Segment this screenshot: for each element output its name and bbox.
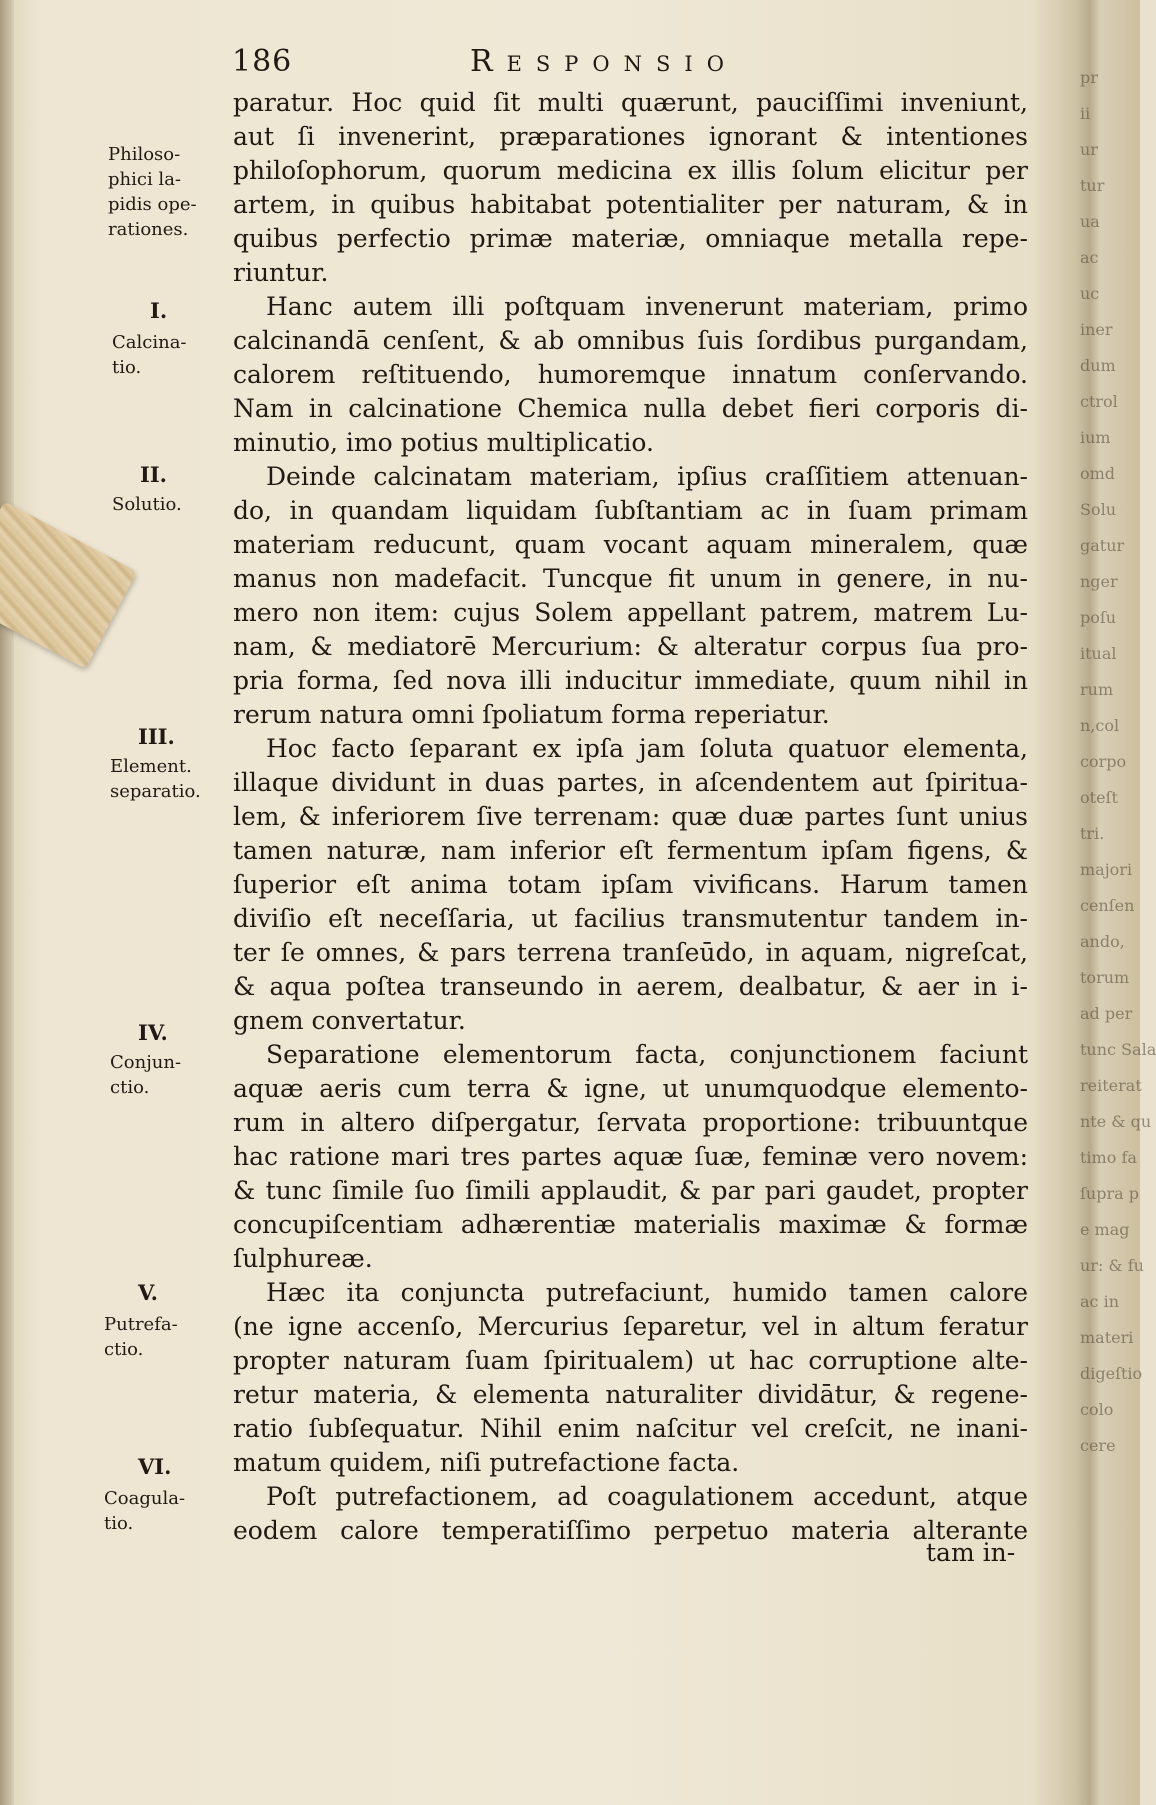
- text-line: lem, & inferiorem ſive terrenam: quæ duæ partes ſunt unius: [233, 802, 1028, 831]
- facing-page-fragment: iner: [1080, 320, 1113, 339]
- text-line: ter ſe omnes, & pars terrena tranſeūdo, in aquam, nigreſcat,: [233, 938, 1028, 967]
- margin-number-2: II.: [140, 462, 167, 487]
- page-number: 186: [232, 44, 293, 79]
- text-line: propter naturam ſuam ſpiritualem) ut hac corruptione alte-: [233, 1346, 1028, 1375]
- text-line: paratur. Hoc quid ſit multi quærunt, pauciſſimi inveniunt,: [233, 88, 1028, 117]
- text-line: philoſophorum, quorum medicina ex illis ſolum elicitur per: [233, 156, 1028, 185]
- facing-page-fragment: materi: [1080, 1328, 1134, 1347]
- text-line: pria forma, ſed nova illi inducitur immediate, quum nihil in: [233, 666, 1028, 695]
- margin-note-operationes: Philoso-phici la-pidis ope-rationes.: [108, 144, 197, 240]
- text-line: Hæc ita conjuncta putrefaciunt, humido tamen calore: [266, 1278, 1028, 1307]
- margin-note-putrefactio: Putrefa-ctio.: [104, 1314, 178, 1360]
- margin-note-conjunctio: Conjun-ctio.: [110, 1052, 182, 1098]
- facing-page-fragment: ſupra p: [1080, 1184, 1139, 1203]
- text-line: rum in altero diſpergatur, ſervata proportione: tribuuntque: [233, 1108, 1028, 1137]
- facing-page-fragment: timo fa: [1080, 1148, 1137, 1167]
- facing-page-fragment: nger: [1080, 572, 1118, 591]
- text-line: gnem convertatur.: [233, 1006, 466, 1035]
- facing-page-fragment: ur: & fu: [1080, 1256, 1144, 1275]
- gutter-shadow: [0, 0, 14, 1805]
- margin-number-5: V.: [138, 1280, 158, 1305]
- margin-note-separatio: Element. separatio.: [110, 756, 201, 802]
- text-line: calorem reſtituendo, humoremque innatum conſervando.: [233, 360, 1028, 389]
- text-line: mero non item: cujus Solem appellant patrem, matrem Lu-: [233, 598, 1028, 627]
- facing-page-fragment: dum: [1080, 356, 1116, 375]
- facing-page-fragment: Solu: [1080, 500, 1117, 519]
- facing-page-fragment: nte & qu: [1080, 1112, 1152, 1131]
- text-line: rerum natura omni ſpoliatum forma reperiatur.: [233, 700, 830, 729]
- facing-page-fragment: torum: [1080, 968, 1130, 987]
- text-line: nam, & mediatorē Mercurium: & alteratur corpus ſua pro-: [233, 632, 1028, 661]
- text-line: hac ratione mari tres partes aquæ ſuæ, feminæ vero novem:: [233, 1142, 1028, 1171]
- text-line: (ne igne accenſo, Mercurius ſeparetur, vel in altum feratur: [233, 1312, 1028, 1341]
- facing-page-fragment: ando,: [1080, 932, 1125, 951]
- text-line: riuntur.: [233, 258, 329, 287]
- margin-note-solutio: Solutio.: [112, 494, 182, 515]
- facing-page-fragment: tur: [1080, 176, 1105, 195]
- facing-page-fragment: ii: [1080, 104, 1091, 123]
- text-line: manus non madefacit. Tuncque fit unum in genere, in nu-: [233, 564, 1028, 593]
- margin-number-4: IV.: [138, 1020, 168, 1045]
- text-line: ratio ſubſequatur. Nihil enim naſcitur vel creſcit, ne inani-: [233, 1414, 1028, 1443]
- text-line: diviſio eſt neceſſaria, ut facilius transmutentur tandem in-: [233, 904, 1028, 933]
- text-line: ſuperior eſt anima totam ipſam vivificans. Harum tamen: [233, 870, 1028, 899]
- text-line: artem, in quibus habitabat potentialiter per naturam, & in: [233, 190, 1028, 219]
- facing-page-fragment: e mag: [1080, 1220, 1130, 1239]
- facing-page-fragment: reiterat: [1080, 1076, 1142, 1095]
- margin-number-1: I.: [150, 298, 168, 323]
- facing-page-fragment: oteſt: [1080, 788, 1118, 807]
- facing-page-fragment: majori: [1080, 860, 1133, 879]
- text-line: retur materia, & elementa naturaliter dividātur, & regene-: [233, 1380, 1028, 1409]
- facing-page-fragment: gatur: [1080, 536, 1125, 555]
- margin-note-calcinatio: Calcina-tio.: [112, 332, 187, 378]
- text-line: Nam in calcinatione Chemica nulla debet fieri corporis di-: [233, 394, 1028, 423]
- text-line: tamen naturæ, nam inferior eſt fermentum ipſam figens, &: [233, 836, 1028, 865]
- facing-page-fragment: digeſtio: [1080, 1364, 1143, 1383]
- facing-page-fragment: uc: [1080, 284, 1100, 303]
- text-line: Hanc autem illi poſtquam invenerunt materiam, primo: [266, 292, 1028, 321]
- facing-page-fragment: rum: [1080, 680, 1114, 699]
- facing-page-fragment: ac in: [1080, 1292, 1120, 1311]
- text-line: do, in quandam liquidam ſubſtantiam ac in ſuam primam: [233, 496, 1028, 525]
- text-line: materiam reducunt, quam vocant aquam mineralem, quæ: [233, 530, 1028, 559]
- text-line: Separatione elementorum facta, conjunctionem faciunt: [266, 1040, 1028, 1069]
- facing-page-fragment: cere: [1080, 1436, 1116, 1455]
- margin-number-6: VI.: [138, 1454, 172, 1479]
- facing-page-fragment: ua: [1080, 212, 1100, 231]
- text-line: aut ſi invenerint, præparationes ignorant & intentiones: [233, 122, 1028, 151]
- text-line: calcinandā cenſent, & ab omnibus ſuis ſordibus purgandam,: [233, 326, 1028, 355]
- facing-page-fragment: tunc Sala: [1080, 1040, 1156, 1059]
- text-line: illaque dividunt in duas partes, in aſcendentem aut ſpiritua-: [233, 768, 1028, 797]
- text-line: concupiſcentiam adhærentiæ materialis maximæ & formæ: [233, 1210, 1028, 1239]
- facing-page-fragment: poſu: [1080, 608, 1117, 627]
- facing-page-fragment: omd: [1080, 464, 1116, 483]
- wooden-bookmark: [0, 501, 137, 669]
- text-line: aquæ aeris cum terra & igne, ut unumquodque elemento-: [233, 1074, 1028, 1103]
- facing-page-fragment: pr: [1080, 68, 1098, 87]
- facing-page-edge: [1080, 60, 1156, 1600]
- facing-page-fragment: tri.: [1080, 824, 1105, 843]
- margin-note-coagulatio: Coagula-tio.: [104, 1488, 186, 1534]
- facing-page-fragment: ctrol: [1080, 392, 1118, 411]
- running-head: Responsio: [470, 44, 738, 79]
- facing-page-fragment: n,col: [1080, 716, 1120, 735]
- text-line: minutio, imo potius multiplicatio.: [233, 428, 654, 457]
- facing-page-fragment: ad per: [1080, 1004, 1133, 1023]
- text-line: quibus perfectio primæ materiæ, omniaque metalla repe-: [233, 224, 1028, 253]
- facing-page-fragment: colo: [1080, 1400, 1114, 1419]
- text-line: & tunc ſimile ſuo ſimili applaudit, & par pari gaudet, propter: [233, 1176, 1028, 1205]
- margin-number-3: III.: [138, 724, 175, 749]
- text-line: Poſt putrefactionem, ad coagulationem accedunt, atque: [266, 1482, 1028, 1511]
- facing-page-fragment: corpo: [1080, 752, 1127, 771]
- text-line: matum quidem, niſi putrefactione facta.: [233, 1448, 740, 1477]
- facing-page-fragment: itual: [1080, 644, 1117, 663]
- text-line: ſulphureæ.: [233, 1244, 373, 1273]
- text-line: Hoc facto ſeparant ex ipſa jam ſoluta quatuor elementa,: [266, 734, 1028, 763]
- facing-page-fragment: ur: [1080, 140, 1098, 159]
- text-line: eodem calore temperatiſſimo perpetuo materia alterante: [233, 1516, 1028, 1545]
- facing-page-fragment: ium: [1080, 428, 1111, 447]
- catchword: tam in-: [926, 1538, 1016, 1567]
- text-line: & aqua poſtea transeundo in aerem, dealbatur, & aer in i-: [233, 972, 1028, 1001]
- facing-page-fragment: ac: [1080, 248, 1099, 267]
- facing-page-fragment: cenſen: [1080, 896, 1135, 915]
- text-line: Deinde calcinatam materiam, ipſius craſſitiem attenuan-: [266, 462, 1028, 491]
